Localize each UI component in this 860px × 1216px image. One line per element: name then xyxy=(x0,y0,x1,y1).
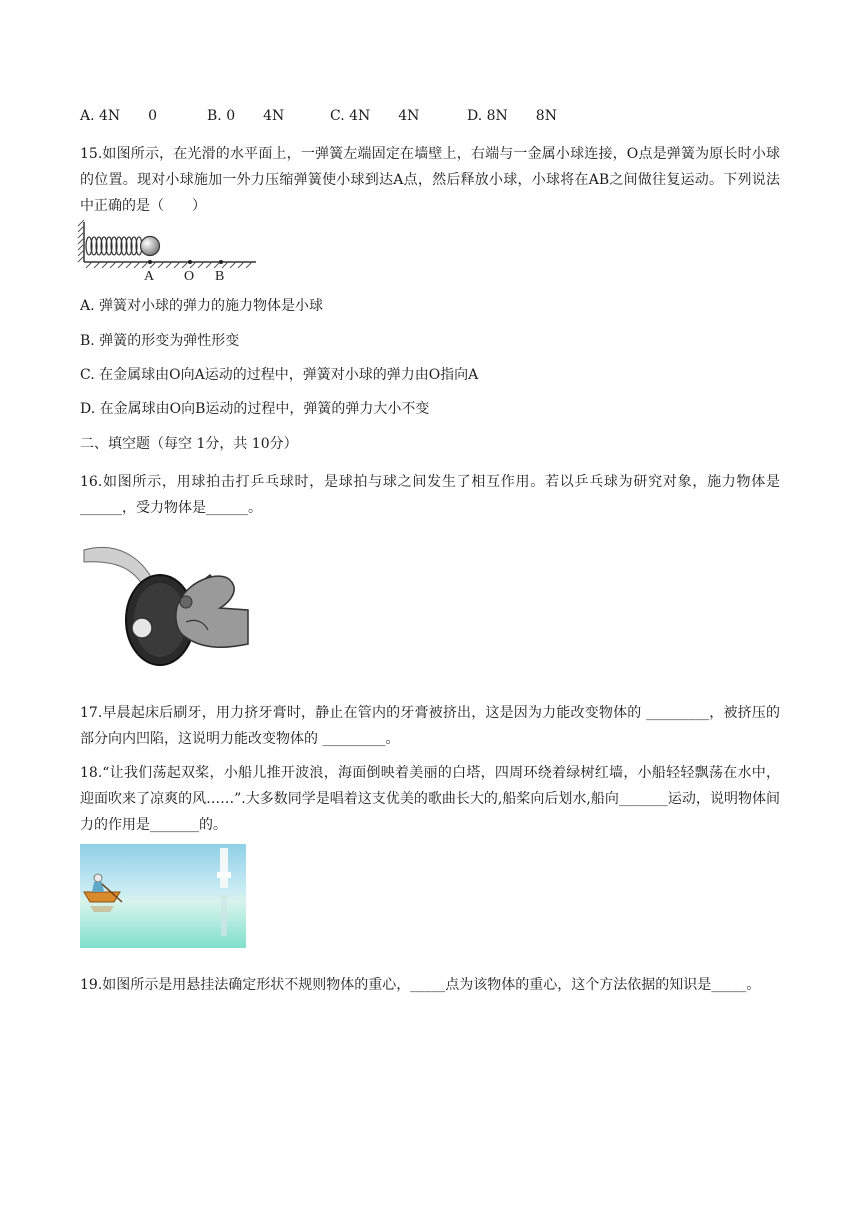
spring xyxy=(86,237,142,255)
q18-text: 18.“让我们荡起双桨，小船儿推开波浪，海面倒映着美丽的白塔，四周环绕着绿树红墙，小船轻轻飘荡在水中，迎面吹来了凉爽的风……”.大多数同学是唱着这支优美的歌曲长大的,船桨向后划水,船向_______运动，说明物体间力的作用是_______的。 xyxy=(80,765,780,833)
q14-option-a: A. 4N 0 xyxy=(80,108,158,124)
boat xyxy=(84,892,120,902)
label-o: O xyxy=(184,269,195,284)
rowing-boat-figure xyxy=(80,844,246,948)
label-b: B xyxy=(215,269,225,284)
label-a: A xyxy=(144,269,155,284)
q14-option-c: C. 4N 4N xyxy=(330,108,420,124)
q17-text: 17.早晨起床后刷牙，用力挤牙膏时，静止在管内的牙膏被挤出，这是因为力能改变物体的 _________，被挤压的部分向内凹陷，这说明力能改变物体的 _________。 xyxy=(80,705,780,747)
q14-option-d: D. 8N 8N xyxy=(467,108,557,124)
q15-option-c: C. 在金属球由O向A运动的过程中，弹簧对小球的弹力由O指向A xyxy=(80,367,479,383)
ping-pong-ball xyxy=(132,618,152,638)
section-heading: 二、填空题（每空 1分，共 10分） xyxy=(80,436,298,452)
q15-option-d: D. 在金属球由O向B运动的过程中，弹簧的弹力大小不变 xyxy=(80,401,430,417)
q15-option-b: B. 弹簧的形变为弹性形变 xyxy=(80,333,240,349)
hand xyxy=(176,576,248,647)
q16-text: 16.如图所示，用球拍击打乒乓球时，是球拍与球之间发生了相互作用。若以乒乓球为研究对象，施力物体是______，受力物体是______。 xyxy=(80,474,780,516)
q14-option-b: B. 0 4N xyxy=(207,108,285,124)
spring-ball-figure xyxy=(76,214,266,284)
q19-text: 19.如图所示是用悬挂法确定形状不规则物体的重心，_____点为该物体的重心，这个方法依据的知识是_____。 xyxy=(80,977,761,993)
paddle-ball-figure xyxy=(80,540,280,680)
q15-stem: 15.如图所示，在光滑的水平面上，一弹簧左端固定在墙壁上，右端与一金属小球连接，O点是弹簧为原长时小球的位置。现对小球施加一外力压缩弹簧使小球到达A点，然后释放小球，小球将在AB之间做往复运动。下列说法中正确的是（ ） xyxy=(80,146,780,214)
q15-option-a: A. 弹簧对小球的弹力的施力物体是小球 xyxy=(80,298,324,314)
metal-ball xyxy=(141,237,160,256)
q14-options xyxy=(80,106,557,126)
